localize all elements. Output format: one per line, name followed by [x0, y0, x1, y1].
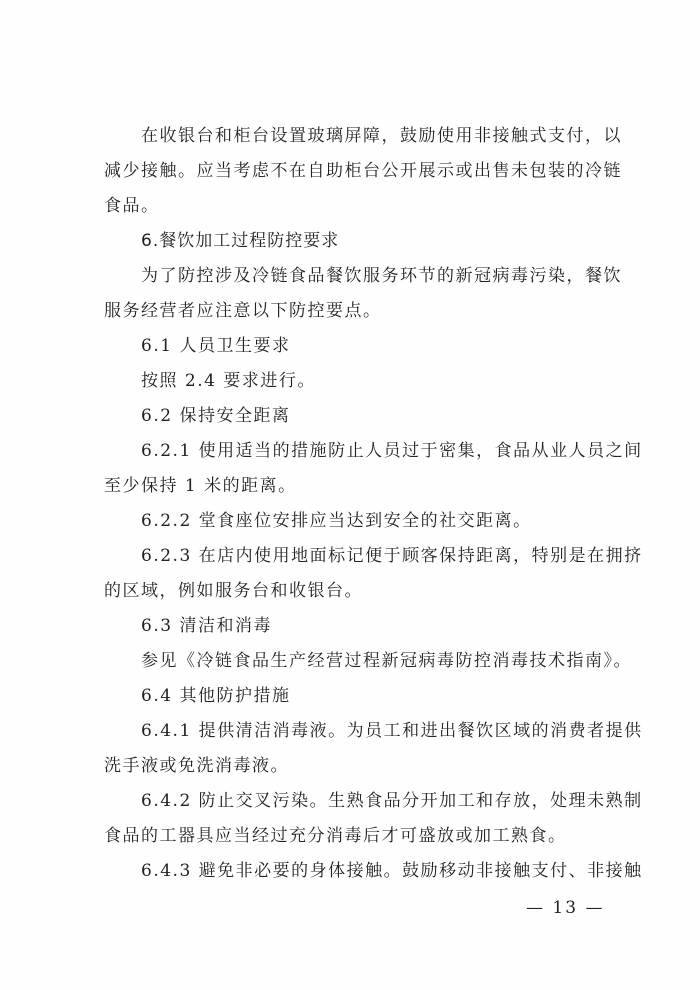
- subsection-heading: 6.3 清洁和消毒: [141, 616, 272, 636]
- paragraph-line: 食品。: [104, 196, 160, 216]
- paragraph-line: 6.4.1 提供清洁消毒液。为员工和进出餐饮区域的消费者提供: [141, 721, 643, 741]
- subsection-heading: 6.2 保持安全距离: [141, 406, 291, 426]
- paragraph-line: 洗手液或免洗消毒液。: [104, 756, 289, 776]
- paragraph-line: 食品的工器具应当经过充分消毒后才可盛放或加工熟食。: [104, 826, 567, 846]
- paragraph-line: 6.2.1 使用适当的措施防止人员过于密集，食品从业人员之间: [141, 441, 643, 461]
- paragraph-line: 6.2.3 在店内使用地面标记便于顾客保持距离，特别是在拥挤: [141, 546, 643, 566]
- paragraph-line: 6.4.2 防止交叉污染。生熟食品分开加工和存放，处理未熟制: [141, 791, 643, 811]
- paragraph-line: 为了防控涉及冷链食品餐饮服务环节的新冠病毒污染，餐饮: [141, 266, 622, 286]
- paragraph-line: 减少接触。应当考虑不在自助柜台公开展示或出售未包装的冷链: [104, 161, 622, 181]
- paragraph-line: 服务经营者应注意以下防控要点。: [104, 301, 382, 321]
- page-number: — 13 —: [526, 898, 605, 918]
- paragraph-line: 参见《冷链食品生产经营过程新冠病毒防控消毒技术指南》。: [141, 651, 632, 671]
- paragraph-line: 6.4.3 避免非必要的身体接触。鼓励移动非接触支付、非接触: [141, 861, 643, 881]
- subsection-heading: 6.1 人员卫生要求: [141, 336, 291, 356]
- paragraph-line: 按照 2.4 要求进行。: [141, 371, 316, 391]
- paragraph-line: 至少保持 1 米的距离。: [104, 476, 297, 496]
- paragraph-line: 在收银台和柜台设置玻璃屏障，鼓励使用非接触式支付，以: [141, 126, 622, 146]
- subsection-heading: 6.4 其他防护措施: [141, 686, 291, 706]
- paragraph-line: 6.2.2 堂食座位安排应当达到安全的社交距离。: [141, 511, 532, 531]
- paragraph-line: 的区域，例如服务台和收银台。: [104, 581, 363, 601]
- section-heading: 6.餐饮加工过程防控要求: [141, 231, 340, 251]
